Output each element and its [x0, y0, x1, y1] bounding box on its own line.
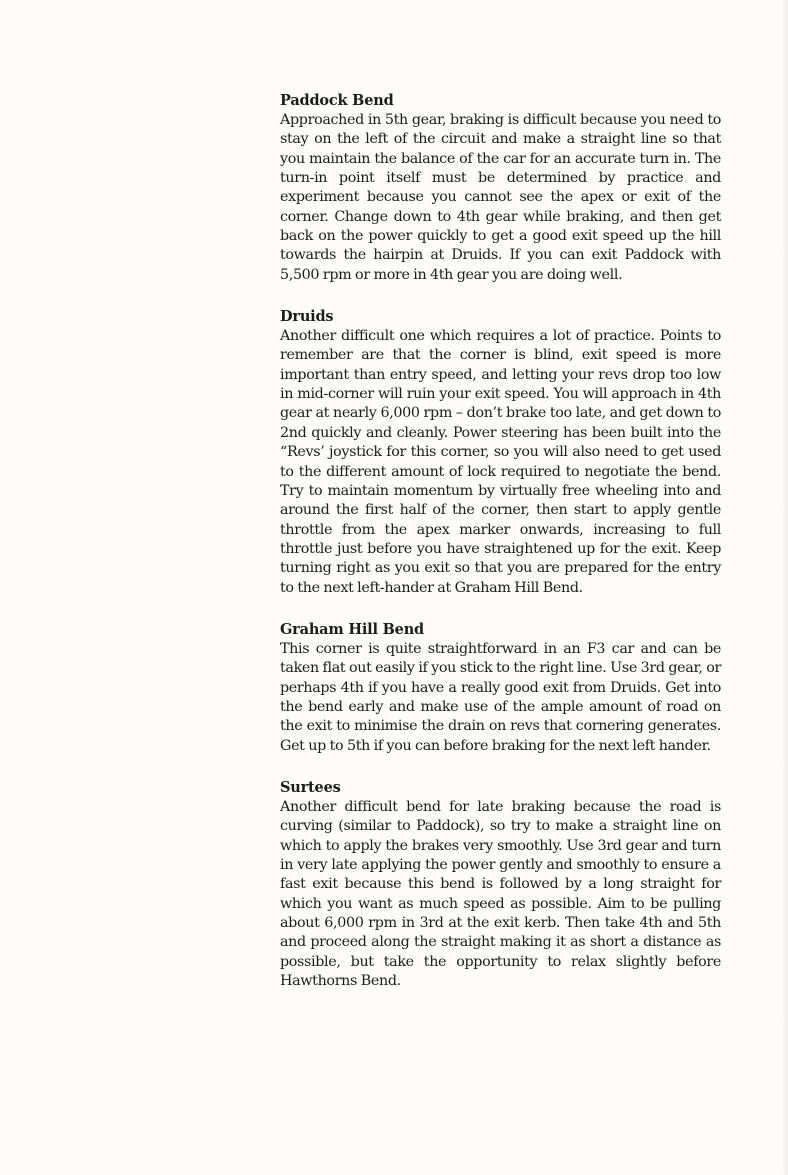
page-edge-shadow [782, 0, 788, 1175]
section-body: Another difficult bend for late braking because the road is curving (similar to Paddock), so try to make a straight line on which to apply the brakes very smoothly. Use 3rd gear and turn in very late applying the power gently and smoothly to ensure a fast exit because this bend is followed by a long straight for which you want as much speed as possible. Aim to be pulling about 6,000 rpm in 3rd at the exit kerb. Then take 4th and 5th and proceed along the straight making it as short a distance as possible, but take the opportunity to relax slightly before Hawthorns Bend. [280, 798, 721, 990]
section-body: This corner is quite straightforward in an F3 car and can be taken flat out easily if you stick to the right line. Use 3rd gear, or perhaps 4th if you have a really good exit from Druids. Get into the bend early and make use of the ample amount of road on the exit to minimise the drain on revs that cornering generates. Get up to 5th if you can before braking for the next left hander. [280, 640, 721, 754]
section-paddock-bend [280, 91, 721, 285]
text-column [280, 91, 721, 1013]
section-body: Approached in 5th gear, braking is difficult because you need to stay on the left of the circuit and make a straight line so that you maintain the balance of the car for an accurate turn in. The turn-in point itself must be determined by practice and experiment because you cannot see the apex or exit of the corner. Change down to 4th gear while braking, and then get back on the power quickly to get a good exit speed up the hill towards the hairpin at Druids. If you can exit Paddock with 5,500 rpm or more in 4th gear you are doing well. [280, 112, 721, 283]
section-heading: Surtees [280, 778, 341, 796]
section-druids [280, 307, 721, 598]
section-body: Another difficult one which requires a lot of practice. Points to remember are that the corner is blind, exit speed is more important than entry speed, and letting your revs drop too low in mid-corner will ruin your exit speed. You will approach in 4th gear at nearly 6,000 rpm – don’t brake too late, and get down to 2nd quickly and cleanly. Power steering has been built into the “Revs’ joystick for this corner, so you will also need to get used to the different amount of lock required to negotiate the bend. Try to maintain momentum by virtually free wheeling into and around the first half of the corner, then start to apply gentle throttle from the apex marker onwards, increasing to full throttle just before you have straightened up for the exit. Keep turning right as you exit so that you are prepared for the entry to the next left-hander at Graham Hill Bend. [280, 328, 721, 596]
section-surtees [280, 778, 721, 991]
section-heading: Graham Hill Bend [280, 620, 424, 638]
section-heading: Paddock Bend [280, 92, 394, 109]
section-heading: Druids [280, 308, 334, 326]
section-graham-hill-bend [280, 620, 721, 756]
